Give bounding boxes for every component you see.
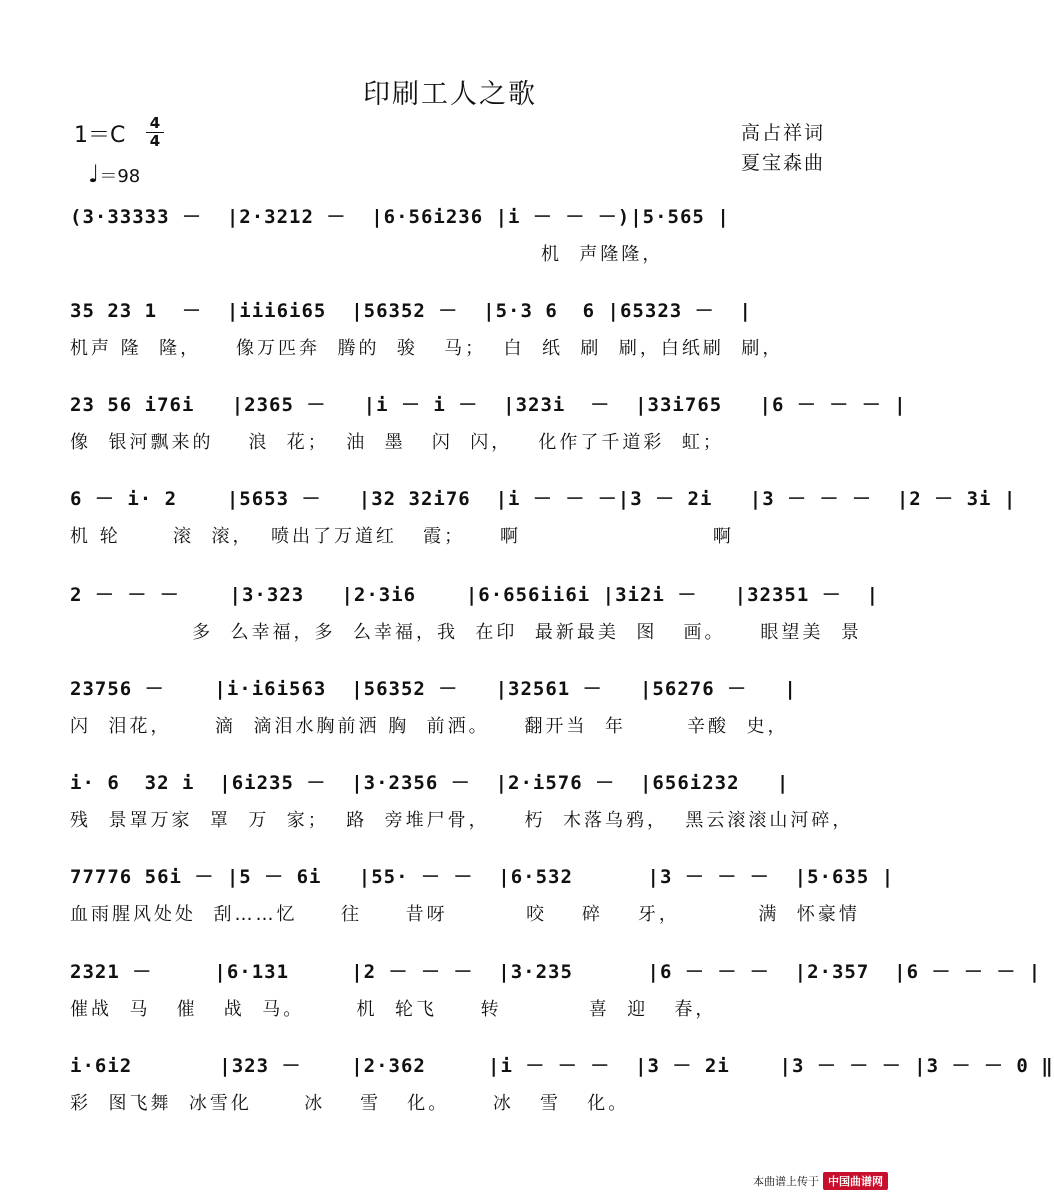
music-line-9: 2321 － |6·131 |2 － － － |3·235 |6 － － － |2·357 |6 － － － |	[70, 961, 1042, 983]
song-title: 印刷工人之歌	[363, 79, 537, 110]
time-signature-bottom: 4	[149, 132, 161, 150]
lyric-line-3: 像 银河飘来的 浪 花； 油 墨 闪 闪， 化作了千道彩 虹；	[70, 432, 724, 453]
lyricist-credit: 高占祥词	[741, 122, 826, 144]
composer-credit: 夏宝森曲	[741, 152, 826, 174]
footer-text: 本曲谱上传于	[753, 1175, 819, 1188]
lyric-line-1: 机 声隆隆，	[70, 244, 664, 265]
tempo-marking	[88, 160, 140, 188]
key-signature: 1＝C	[74, 123, 126, 148]
quarter-note-icon: ♩	[88, 160, 100, 188]
lyric-line-2: 机声 隆 隆， 像万匹奔 腾的 骏 马； 白 纸 刷 刷，白纸刷 刷，	[70, 338, 784, 359]
site-logo[interactable]: 中国曲谱网	[823, 1172, 888, 1190]
lyric-line-8: 血雨腥风处处 刮……忆 往 昔呀 咬 碎 牙， 满 怀豪情	[70, 904, 860, 925]
tempo-value: ＝98	[99, 166, 141, 187]
lyric-line-7: 残 景罩万家 罩 万 家； 路 旁堆尸骨， 朽 木落乌鸦， 黑云滚滚山河碎，	[70, 810, 854, 831]
time-signature-top: 4	[149, 114, 161, 132]
music-line-4: 6 － i· 2 |5653 － |32 32i76 |i － － －|3 － 2i |3 － － － |2 － 3i |	[70, 488, 1017, 510]
music-line-7: i· 6 32 i |6i235 － |3·2356 － |2·i576 － |656i232 |	[70, 772, 790, 794]
time-signature	[146, 116, 164, 149]
music-line-6: 23756 － |i·i6i563 |56352 － |32561 － |56276 － |	[70, 678, 797, 700]
footer	[753, 1172, 888, 1190]
lyric-line-6: 闪 泪花， 滴 滴泪水胸前洒 胸 前洒。 翻开当 年 辛酸 史，	[70, 716, 789, 737]
lyric-line-5: 多 么幸福，多 么幸福，我 在印 最新最美 图 画。 眼望美 景	[70, 622, 862, 643]
music-line-2: 35 23 1 － |iii6i65 |56352 － |5·3 6 6 |65323 － |	[70, 300, 752, 322]
lyric-line-9: 催战 马 催 战 马。 机 轮飞 转 喜 迎 春，	[70, 999, 717, 1020]
music-line-5: 2 － － － |3·323 |2·3i6 |6·656ii6i |3i2i － |32351 － |	[70, 584, 880, 606]
music-line-10: i·6i2 |323 － |2·362 |i － － － |3 － 2i |3 － － － |3 － － 0 ‖	[70, 1055, 1054, 1077]
music-line-3: 23 56 i76i |2365 － |i － i － |323i － |33i765 |6 － － － |	[70, 394, 907, 416]
lyric-line-4: 机 轮 滚 滚， 喷出了万道红 霞； 啊 啊	[70, 526, 734, 547]
lyric-line-10: 彩 图飞舞 冰雪化 冰 雪 化。 冰 雪 化。	[70, 1093, 630, 1114]
music-line-1: (3·33333 － |2·3212 － |6·56i236 |i － － －)|5·565 |	[70, 206, 730, 228]
music-line-8: 77776 56i － |5 － 6i |55· － － |6·532 |3 － － － |5·635 |	[70, 866, 895, 888]
